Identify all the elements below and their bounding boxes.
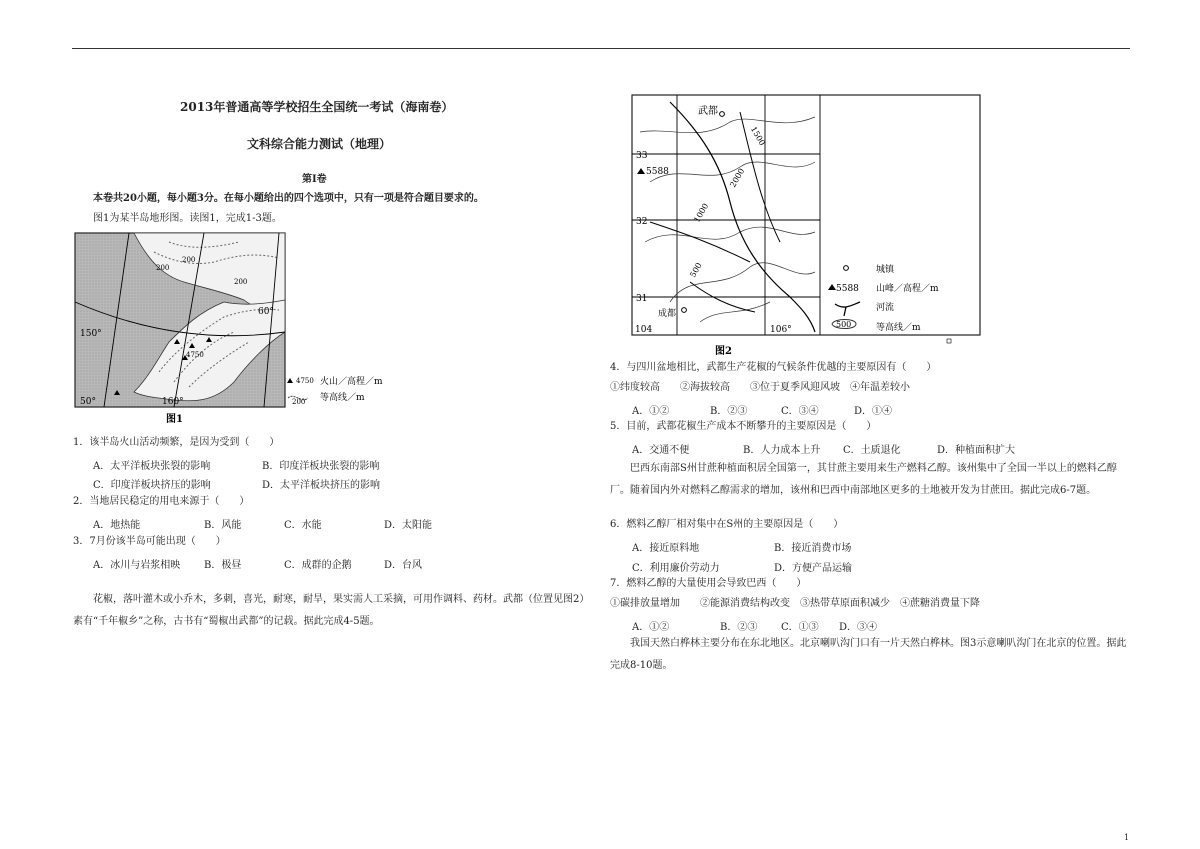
figure2-wudu-map xyxy=(610,92,990,358)
fig2-lon-label: 104 xyxy=(635,325,653,335)
fig1-legend-contour-value: 200 xyxy=(292,398,306,406)
fig1-contour-label: 200 xyxy=(182,256,196,264)
fig2-lat-label: 31 xyxy=(636,294,648,304)
q7-option-c: C．①③ xyxy=(781,622,819,633)
question-5-stem: 5．目前，武都花椒生产成本不断攀升的主要原因是（ ） xyxy=(610,421,877,432)
q3-option-c: C．成群的企鹅 xyxy=(284,560,352,571)
q4-option-c: C．③④ xyxy=(781,406,819,417)
q1-option-c: C．印度洋板块挤压的影响 xyxy=(93,480,211,491)
q7-option-a: A．①② xyxy=(632,622,670,633)
fig1-legend-contour: 等高线／m xyxy=(320,393,365,403)
q4-option-a: A．①② xyxy=(632,406,670,417)
question-7-stem: 7．燃料乙醇的大量使用会导致巴西（ ） xyxy=(610,578,807,589)
q5-option-d: D．种植面积扩大 xyxy=(937,445,1016,456)
q2-option-c: C．水能 xyxy=(284,520,322,531)
q2-option-d: D．太阳能 xyxy=(384,520,433,531)
fig1-legend-volcano-value: 4750 xyxy=(296,377,314,385)
fig2-contour-label: 2000 xyxy=(728,166,747,189)
q7-option-d: D．③④ xyxy=(839,622,878,633)
fig1-volcano-label: 4750 xyxy=(186,351,204,359)
fig1-contour-label: 200 xyxy=(234,278,248,286)
q3-option-b: B．极昼 xyxy=(204,560,242,571)
q4-items: ①纬度较高 ②海拔较高 ③位于夏季风迎风坡 ④年温差较小 xyxy=(610,382,910,393)
q7-items: ①碳排放量增加 ②能源消费结构改变 ③热带草原面积减少 ④蔗糖消费量下降 xyxy=(610,598,980,609)
q1-option-d: D．太平洋板块挤压的影响 xyxy=(262,480,381,491)
q2-option-a: A．地热能 xyxy=(93,520,141,531)
instructions: 本卷共20小题，每小题3分。在每小题给出的四个选项中，只有一项是符合题目要求的。 xyxy=(93,193,484,204)
fig2-peak-label: 5588 xyxy=(646,167,669,177)
passage-sugarcane: 巴西东南部S州甘蔗种植面积居全国第一，其甘蔗主要用来生产燃料乙醇。该州集中了全国一半以上的燃料乙醇厂。随着国内外对燃料乙醇需求的增加，该州和巴西中南部地区更多的土地被开发为甘蔗田。据此完成6-7题。 xyxy=(610,463,1117,496)
section-title: 第Ⅰ卷 xyxy=(302,174,327,185)
fig1-caption: 图1 xyxy=(166,414,183,425)
fig1-lat-label: 60° xyxy=(258,307,274,317)
q3-option-d: D．台风 xyxy=(384,560,423,571)
question-3-stem: 3．7月份该半岛可能出现（ ） xyxy=(73,536,226,547)
question-6-stem: 6．燃料乙醇厂相对集中在S州的主要原因是（ ） xyxy=(610,519,844,530)
fig2-legend-town: 城镇 xyxy=(876,265,895,275)
fig2-legend-peak-value: 5588 xyxy=(836,284,859,294)
fig2-lat-label: 32 xyxy=(636,217,648,227)
q4-option-b: B．②③ xyxy=(710,406,748,417)
q7-option-b: B．②③ xyxy=(720,622,758,633)
fig1-lon-label: 150° xyxy=(80,329,102,339)
q6-option-c: C．利用廉价劳动力 xyxy=(632,563,720,574)
q5-option-c: C．土质退化 xyxy=(843,445,901,456)
fig2-contour-label: 1500 xyxy=(748,125,767,148)
page-number: 1 xyxy=(1124,833,1130,842)
figure1-intro: 图1为某半岛地形图。读图1，完成1-3题。 xyxy=(93,213,282,224)
fig2-contour-label: 500 xyxy=(688,261,704,279)
fig1-lon-label: 50° xyxy=(80,397,96,407)
fig2-legend-peak: 山峰／高程／m xyxy=(876,284,939,294)
fig2-legend-contour-value: 500 xyxy=(836,320,852,329)
header-rule xyxy=(72,48,1130,49)
fig1-contour-label: 200 xyxy=(156,264,170,272)
q6-option-a: A．接近原料地 xyxy=(632,543,700,554)
question-1-stem: 1．该半岛火山活动频繁，是因为受到（ ） xyxy=(73,437,280,448)
fig2-caption: 图2 xyxy=(715,346,732,357)
q5-option-b: B．人力成本上升 xyxy=(743,445,821,456)
fig2-place-label: 成都 xyxy=(658,309,677,319)
figure1-peninsula-map xyxy=(74,232,419,428)
q6-option-b: B．接近消费市场 xyxy=(774,543,852,554)
fig2-contour-label: 1000 xyxy=(692,201,711,224)
q3-option-a: A．冰川与岩浆相映 xyxy=(93,560,181,571)
passage-pepper: 花椒，落叶灌木或小乔木，多刺，喜光，耐寒，耐旱，果实需人工采摘，可用作调料、药材。武都（位置见图2）素有“千年椒乡”之称，古书有“蜀椒出武都”的记载。据此完成4-5题。 xyxy=(73,594,590,627)
q5-option-a: A．交通不便 xyxy=(632,445,690,456)
q4-option-d: D．①④ xyxy=(854,406,893,417)
fig2-lat-label: 33 xyxy=(636,151,648,161)
q1-option-b: B．印度洋板块张裂的影响 xyxy=(262,461,380,472)
fig2-place-label: 武都 xyxy=(698,106,718,117)
q1-option-a: A．太平洋板块张裂的影响 xyxy=(93,461,211,472)
q2-option-b: B．风能 xyxy=(204,520,242,531)
fig2-lon-label: 106° xyxy=(770,325,792,335)
fig1-lon-label: 160° xyxy=(162,397,184,407)
exam-title: 2013年普通高等学校招生全国统一考试（海南卷） xyxy=(180,100,454,114)
passage-birch: 我国天然白桦林主要分布在东北地区。北京喇叭沟门口有一片天然白桦林。图3示意喇叭沟门在北京的位置。据此完成8-10题。 xyxy=(610,638,1127,671)
fig1-legend-volcano: 火山／高程／m xyxy=(320,377,383,387)
fig2-legend-contour: 等高线／m xyxy=(876,323,921,333)
fig2-legend-river: 河流 xyxy=(876,303,895,313)
q6-option-d: D．方便产品运输 xyxy=(774,563,853,574)
question-2-stem: 2．当地居民稳定的用电来源于（ ） xyxy=(73,496,250,507)
exam-subtitle: 文科综合能力测试（地理） xyxy=(247,137,392,151)
question-4-stem: 4．与四川盆地相比，武都生产花椒的气候条件优越的主要原因有（ ） xyxy=(610,362,937,373)
